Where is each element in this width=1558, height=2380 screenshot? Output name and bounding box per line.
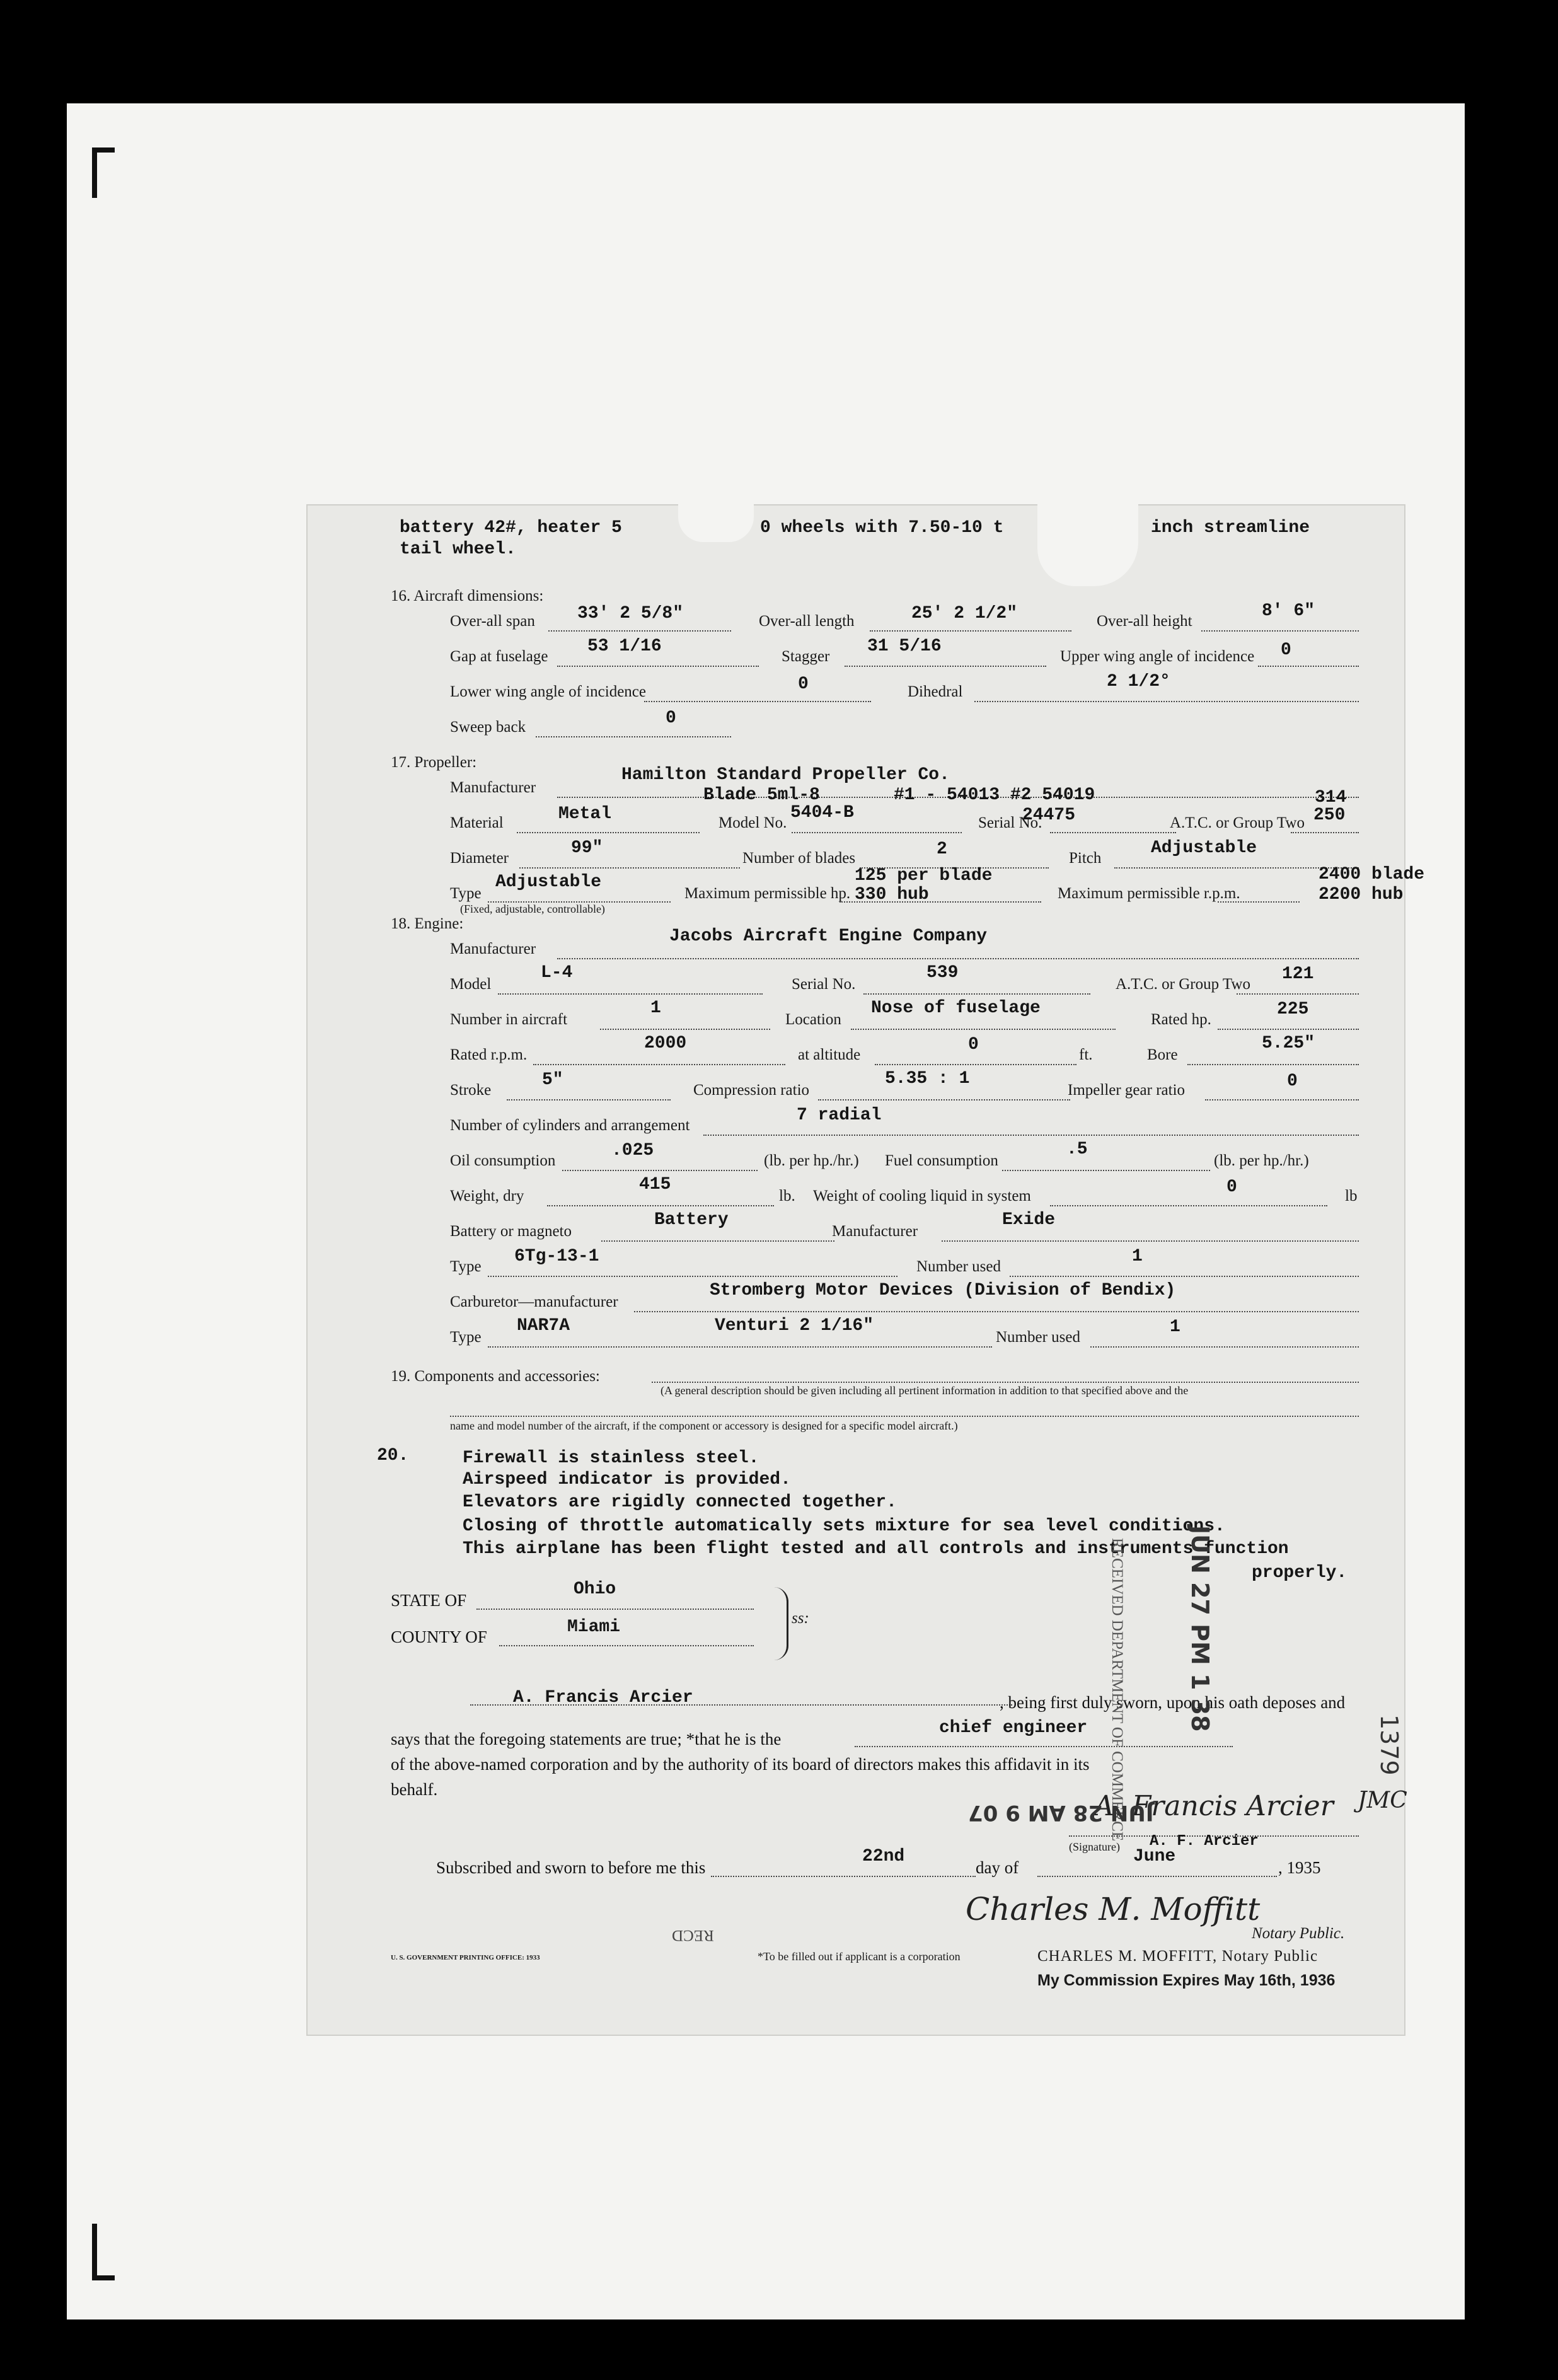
- field-label: Rated hp.: [1151, 1011, 1211, 1028]
- field-label: Stroke: [450, 1082, 492, 1099]
- field-label: Serial No.: [978, 814, 1042, 831]
- engine-manufacturer-value: Jacobs Aircraft Engine Company: [669, 927, 988, 946]
- field-label: Over-all span: [450, 613, 535, 630]
- cooling-liquid-value: 0: [1226, 1177, 1237, 1197]
- section-number: 20.: [377, 1446, 409, 1465]
- pitch-value: Adjustable: [1151, 838, 1257, 858]
- form-page: [306, 504, 1425, 2036]
- state-value: Ohio: [574, 1580, 616, 1599]
- upper-wing-value: 0: [1281, 640, 1291, 660]
- county-label: COUNTY OF: [391, 1627, 487, 1646]
- carburetor-venturi-value: Venturi 2 1/16": [715, 1316, 874, 1336]
- field-label: Type: [450, 885, 482, 902]
- signature-label: (Signature): [1069, 1840, 1120, 1853]
- crop-mark: [92, 147, 115, 153]
- state-label: STATE OF: [391, 1591, 467, 1610]
- battery-manufacturer-value: Exide: [1002, 1210, 1056, 1230]
- remark-line: Firewall is stainless steel.: [463, 1448, 759, 1468]
- field-label: Type: [450, 1258, 482, 1275]
- recd-stamp: RECD: [672, 1927, 714, 1944]
- oil-consumption-value: .025: [611, 1141, 654, 1160]
- engine-serial-value: 539: [926, 963, 959, 983]
- field-label: Weight, dry: [450, 1187, 524, 1204]
- field-label: Type: [450, 1329, 482, 1346]
- crop-mark: [92, 2275, 115, 2280]
- torn-edge: [678, 504, 754, 542]
- field-label: Bore: [1147, 1046, 1178, 1063]
- field-label: Maximum permissible r.p.m.: [1058, 885, 1240, 902]
- affidavit-text: day of: [976, 1858, 1019, 1877]
- received-date-stamp: JUN 27 PM 1 38: [1186, 1525, 1214, 1732]
- commission-text: My Commission Expires May 16th, 1936: [1037, 1972, 1336, 1989]
- remark-line: Airspeed indicator is provided.: [463, 1470, 791, 1489]
- notary-name: CHARLES M. MOFFITT, Notary Public: [1037, 1948, 1319, 1965]
- ss-brace: [774, 1587, 788, 1660]
- field-label: Number in aircraft: [450, 1011, 568, 1028]
- field-label: Carburetor—manufacturer: [450, 1293, 618, 1310]
- field-label: Number used: [996, 1329, 1080, 1346]
- field-label: Model: [450, 976, 492, 993]
- bore-value: 5.25": [1262, 1034, 1315, 1053]
- lower-wing-value: 0: [798, 674, 809, 694]
- rated-rpm-value: 2000: [644, 1034, 687, 1053]
- section-heading: 19. Components and accessories:: [391, 1368, 600, 1385]
- field-label: Lower wing angle of incidence: [450, 683, 646, 700]
- max-rpm-value: 2200 hub: [1319, 885, 1404, 904]
- notary-label: Notary Public.: [1252, 1925, 1345, 1942]
- field-label: Location: [785, 1011, 841, 1028]
- field-label: Number of cylinders and arrangement: [450, 1117, 690, 1134]
- affidavit-text: , being first duly sworn, upon his oath deposes and: [1000, 1693, 1346, 1712]
- field-label: Serial No.: [792, 976, 856, 993]
- field-label: Dihedral: [908, 683, 963, 700]
- registration-date-stamp: JUN 28 AM 9 07: [968, 1800, 1154, 1825]
- initials-mark: JMC: [1358, 1788, 1407, 1813]
- file-number: 1379: [1375, 1714, 1403, 1776]
- propeller-serial-value: 24475: [1022, 806, 1076, 825]
- field-label: Impeller gear ratio: [1068, 1082, 1186, 1099]
- field-label: Oil consumption: [450, 1152, 556, 1169]
- county-value: Miami: [567, 1617, 621, 1637]
- field-label: ft.: [1079, 1046, 1093, 1063]
- carburetor-type-value: NAR7A: [517, 1316, 570, 1336]
- gap-value: 53 1/16: [587, 637, 662, 656]
- stagger-value: 31 5/16: [867, 637, 942, 656]
- cylinders-value: 7 radial: [797, 1106, 882, 1125]
- field-label: Fuel consumption: [885, 1152, 998, 1169]
- overall-length-value: 25' 2 1/2": [911, 604, 1018, 623]
- field-label: (lb. per hp./hr.): [764, 1152, 859, 1169]
- field-label: Model No.: [718, 814, 787, 831]
- affidavit-text: behalf.: [391, 1780, 438, 1799]
- continued-text: inch streamline: [1151, 518, 1310, 538]
- affiant-signature: A. Francis Arcier: [1094, 1790, 1334, 1822]
- carburetor-used-value: 1: [1170, 1317, 1180, 1337]
- section-note: (A general description should be given including all pertinent information in addition to that specified above and the: [661, 1384, 1189, 1397]
- carburetor-manufacturer-value: Stromberg Motor Devices (Division of Bendix): [710, 1281, 1176, 1300]
- ss-mark: ss:: [792, 1610, 809, 1627]
- field-label: Number used: [916, 1258, 1001, 1275]
- field-label: Weight of cooling liquid in system: [813, 1187, 1031, 1204]
- typed-name: A. F. Arcier: [1150, 1833, 1259, 1850]
- field-label: Manufacturer: [832, 1223, 918, 1240]
- propeller-type-value: Adjustable: [495, 872, 602, 892]
- engine-model-value: L-4: [541, 963, 573, 983]
- max-rpm-value: 2400 blade: [1319, 865, 1425, 884]
- continued-text: tail wheel.: [400, 540, 516, 559]
- printer-line: U. S. GOVERNMENT PRINTING OFFICE: 1933: [391, 1954, 540, 1961]
- material-value: Metal: [558, 804, 612, 824]
- field-label: A.T.C. or Group Two: [1170, 814, 1305, 831]
- battery-value: Battery: [654, 1210, 729, 1230]
- weight-dry-value: 415: [639, 1175, 671, 1194]
- propeller-model-value: 5404-B: [790, 803, 854, 823]
- affidavit-text: Subscribed and sworn to before me this: [436, 1858, 706, 1877]
- torn-edge: [1037, 504, 1138, 586]
- continued-text: battery 42#, heater 5: [400, 518, 622, 538]
- section-heading: 18. Engine:: [391, 915, 464, 932]
- propeller-manufacturer-value: Hamilton Standard Propeller Co.: [621, 765, 950, 785]
- footnote: *To be filled out if applicant is a corporation: [758, 1950, 961, 1963]
- field-label: Rated r.p.m.: [450, 1046, 528, 1063]
- atc-top-value: 314: [1315, 788, 1347, 807]
- field-label: Manufacturer: [450, 940, 536, 957]
- sweep-value: 0: [666, 708, 676, 728]
- remark-line: This airplane has been flight tested and all controls and instruments function: [463, 1539, 1289, 1559]
- max-hp-value: 330 hub: [855, 885, 929, 904]
- day-value: 22nd: [862, 1847, 905, 1866]
- blade-serial-value: #1 - 54013 #2 54019: [894, 785, 1095, 805]
- impeller-value: 0: [1287, 1072, 1298, 1091]
- remark-line: properly.: [1252, 1563, 1347, 1583]
- affidavit-text: of the above-named corporation and by the authority of its board of directors makes this affidavit in its: [391, 1755, 1090, 1774]
- engine-number-value: 1: [650, 998, 661, 1018]
- field-label: Manufacturer: [450, 779, 536, 796]
- field-label: at altitude: [798, 1046, 861, 1063]
- propeller-atc-value: 250: [1313, 806, 1346, 825]
- field-label: Compression ratio: [693, 1082, 810, 1099]
- field-label: Over-all length: [759, 613, 855, 630]
- continued-text: 0 wheels with 7.50-10 t: [760, 518, 1004, 538]
- fuel-consumption-value: .5: [1066, 1140, 1088, 1159]
- affiant-title-value: chief engineer: [939, 1718, 1088, 1738]
- engine-location-value: Nose of fuselage: [871, 998, 1041, 1018]
- field-label: Battery or magneto: [450, 1223, 572, 1240]
- field-label: lb: [1345, 1187, 1358, 1204]
- engine-atc-value: 121: [1282, 964, 1314, 984]
- dihedral-value: 2 1/2°: [1107, 672, 1170, 691]
- remark-line: Closing of throttle automatically sets mixture for sea level conditions.: [463, 1516, 1225, 1536]
- field-label: (lb. per hp./hr.): [1214, 1152, 1309, 1169]
- field-label: A.T.C. or Group Two: [1116, 976, 1250, 993]
- field-label: lb.: [779, 1187, 795, 1204]
- field-label: Over-all height: [1097, 613, 1192, 630]
- field-label: Stagger: [782, 648, 830, 665]
- notary-signature: Charles M. Moffitt: [966, 1891, 1261, 1927]
- rated-hp-value: 225: [1277, 1000, 1309, 1019]
- crop-mark: [92, 2224, 97, 2280]
- field-label: Gap at fuselage: [450, 648, 548, 665]
- section-heading: 17. Propeller:: [391, 754, 477, 771]
- field-label: Sweep back: [450, 719, 526, 736]
- overall-span-value: 33' 2 5/8": [577, 604, 684, 623]
- diameter-value: 99": [571, 838, 603, 858]
- remark-line: Elevators are rigidly connected together.: [463, 1493, 897, 1512]
- max-hp-value: 125 per blade: [855, 866, 993, 886]
- blades-value: 2: [937, 840, 947, 859]
- overall-height-value: 8' 6": [1262, 601, 1315, 621]
- field-label: Material: [450, 814, 504, 831]
- altitude-value: 0: [968, 1035, 979, 1054]
- field-label: Diameter: [450, 850, 509, 867]
- battery-used-value: 1: [1132, 1247, 1143, 1266]
- year-value: , 1935: [1278, 1858, 1321, 1877]
- stroke-value: 5": [542, 1070, 563, 1090]
- battery-type-value: 6Tg-13-1: [514, 1247, 599, 1266]
- month-value: June: [1133, 1847, 1176, 1866]
- field-label: Maximum permissible hp.: [684, 885, 851, 902]
- compression-value: 5.35 : 1: [885, 1069, 970, 1089]
- affiant-name-value: A. Francis Arcier: [513, 1688, 693, 1707]
- field-note: (Fixed, adjustable, controllable): [460, 903, 605, 915]
- field-label: Upper wing angle of incidence: [1060, 648, 1255, 665]
- affidavit-text: says that the foregoing statements are true; *that he is the: [391, 1730, 782, 1748]
- field-label: Number of blades: [742, 850, 856, 867]
- received-stamp: RECEIVED DEPARTMENT OF COMMERCE: [1109, 1538, 1126, 1842]
- field-label: Pitch: [1069, 850, 1102, 867]
- section-heading: 16. Aircraft dimensions:: [391, 587, 544, 604]
- crop-mark: [92, 147, 97, 198]
- blade-model-value: Blade 5ml-8: [703, 785, 820, 805]
- section-note: name and model number of the aircraft, if the component or accessory is designed for a specific model aircraft.): [450, 1419, 958, 1432]
